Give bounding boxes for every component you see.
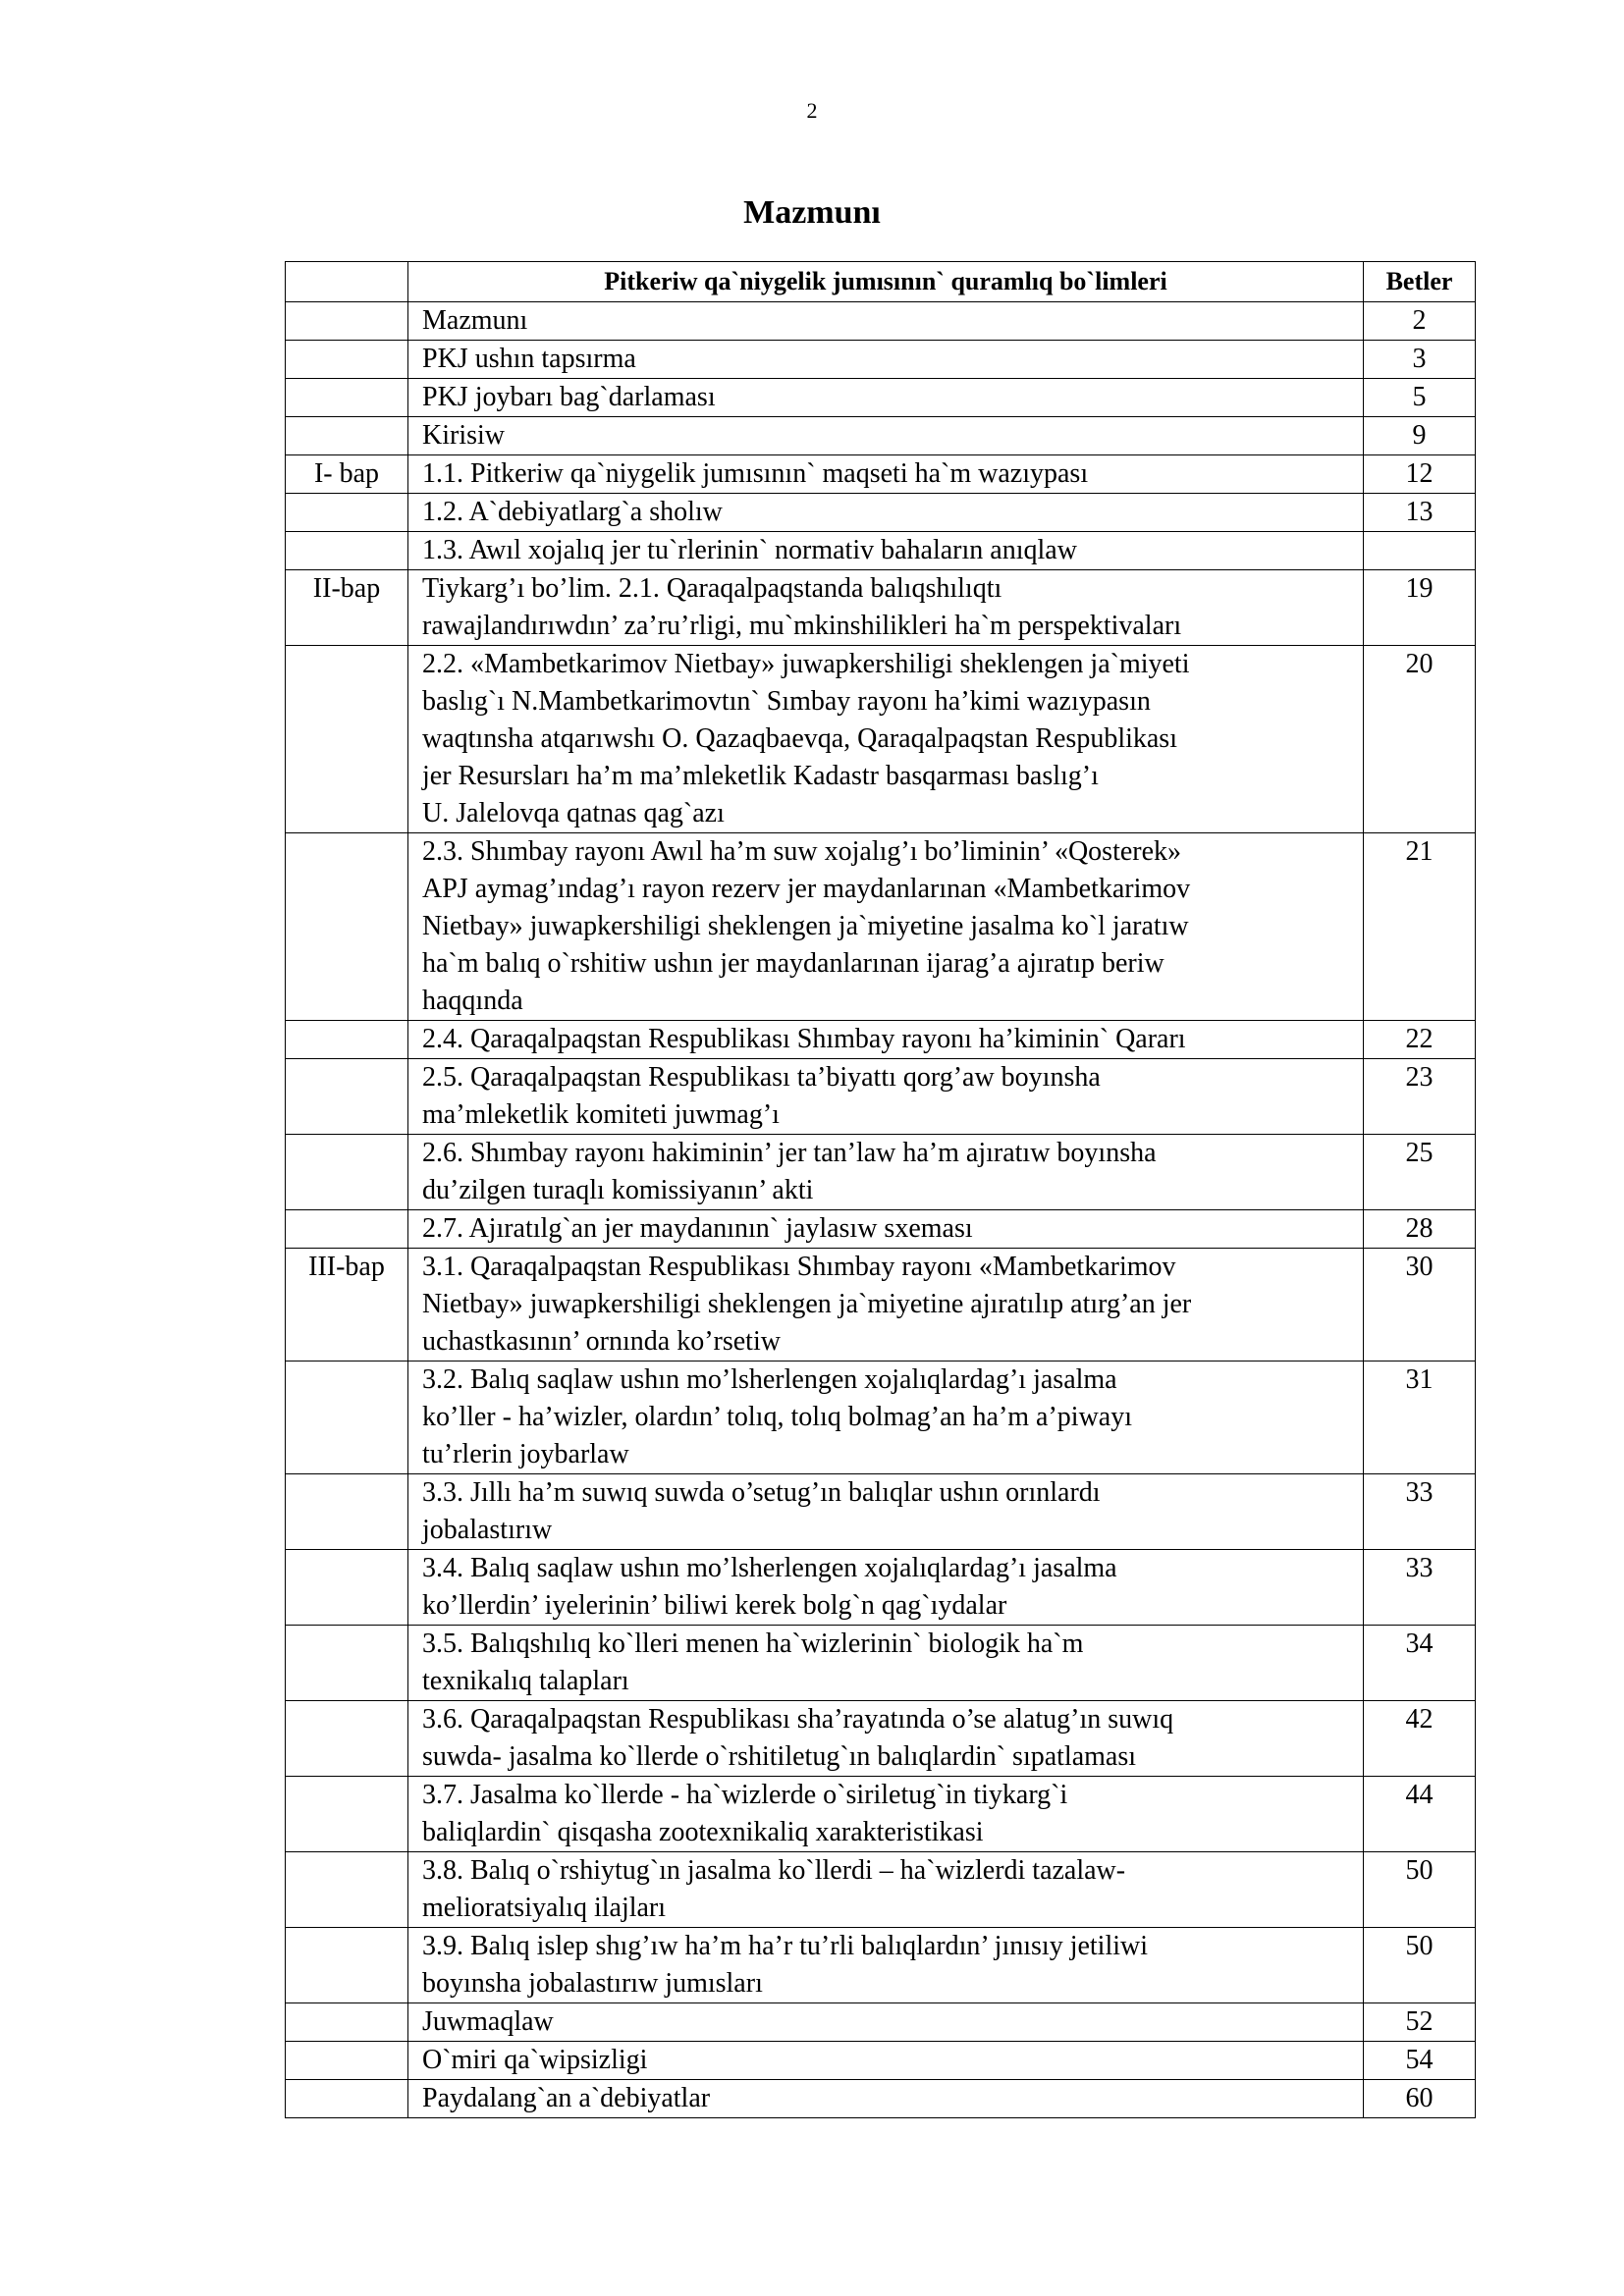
table-row: [286, 570, 1476, 646]
chapter-cell: III-bap: [286, 1249, 408, 1362]
section-cell: [408, 1550, 1364, 1626]
section-cell: [408, 302, 1364, 341]
section-line: ko’llerdin’ iyelerinin’ biliwi kerek bolg`n qag`ıydalar: [422, 1590, 1007, 1621]
header-chapter: [286, 262, 408, 302]
section-cell: [408, 570, 1364, 646]
table-row: [286, 302, 1476, 341]
section-cell: [408, 341, 1364, 379]
chapter-cell: I- bap: [286, 455, 408, 494]
section-line: 3.6. Qaraqalpaqstan Respublikası sha’rayatında o’se alatug’ın suwıq: [422, 1704, 1174, 1735]
page-cell: 60: [1364, 2080, 1476, 2118]
section-line: du’zilgen turaqlı komissiyanın’ akti: [422, 1175, 814, 1205]
section-line: U. Jalelovqa qatnas qag`azı: [422, 798, 725, 828]
section-line: 1.2. A`debiyatlarg`a sholıw: [422, 497, 723, 527]
section-line: Tiykarg’ı bo’lim. 2.1. Qaraqalpaqstanda balıqshılıqtı: [422, 573, 1002, 604]
section-line: 2.5. Qaraqalpaqstan Respublikası ta’biyattı qorg’aw boyınsha: [422, 1062, 1101, 1093]
chapter-cell: [286, 302, 408, 341]
chapter-cell: [286, 2080, 408, 2118]
page-cell: 21: [1364, 833, 1476, 1021]
page-cell: 52: [1364, 2003, 1476, 2042]
section-line: O`miri qa`wipsizligi: [422, 2045, 648, 2075]
section-line: jer Resursları ha’m ma’mleketlik Kadastr basqarması baslıg’ı: [422, 761, 1099, 791]
section-cell: [408, 1777, 1364, 1852]
page-cell: 54: [1364, 2042, 1476, 2080]
table-row: [286, 417, 1476, 455]
section-line: baslıg`ı N.Mambetkarimovtın` Sımbay rayonı ha’kimi wazıypasın: [422, 686, 1151, 717]
table-row: [286, 1059, 1476, 1135]
page-cell: 5: [1364, 379, 1476, 417]
chapter-cell: [286, 1474, 408, 1550]
page-cell: 42: [1364, 1701, 1476, 1777]
table-row: [286, 646, 1476, 833]
section-line: 3.8. Balıq o`rshiytug`ın jasalma ko`llerdi – ha`wizlerdi tazalaw-: [422, 1855, 1126, 1886]
section-cell: [408, 455, 1364, 494]
table-row: [286, 2003, 1476, 2042]
table-row: [286, 379, 1476, 417]
section-cell: [408, 2003, 1364, 2042]
section-cell: [408, 1135, 1364, 1210]
document-title: Mazmunı: [743, 194, 881, 231]
section-line: Nietbay» juwapkershiligi sheklengen ja`miyetine jasalma ko`l jaratıw: [422, 911, 1189, 941]
section-line: 3.9. Balıq islep shıg’ıw ha’m ha’r tu’rli balıqlardın’ jınısıy jetiliwi: [422, 1931, 1149, 1961]
section-line: 3.4. Balıq saqlaw ushın mo’lsherlengen xojalıqlardag’ı jasalma: [422, 1553, 1117, 1583]
chapter-cell: [286, 1362, 408, 1474]
page-cell: 19: [1364, 570, 1476, 646]
table-row: [286, 1852, 1476, 1928]
section-line: texnikalıq talapları: [422, 1666, 629, 1696]
chapter-cell: [286, 494, 408, 532]
section-line: 2.4. Qaraqalpaqstan Respublikası Shımbay rayonı ha’kiminin` Qararı: [422, 1024, 1186, 1054]
chapter-cell: [286, 1777, 408, 1852]
section-line: Nietbay» juwapkershiligi sheklengen ja`miyetine ajıratılıp atırg’an jer: [422, 1289, 1192, 1319]
table-row: [286, 1362, 1476, 1474]
section-line: 3.1. Qaraqalpaqstan Respublikası Shımbay rayonı «Mambetkarimov: [422, 1252, 1176, 1282]
chapter-cell: [286, 1626, 408, 1701]
section-line: boyınsha jobalastırıw jumısları: [422, 1968, 763, 1999]
chapter-cell: II-bap: [286, 570, 408, 646]
section-line: haqqında: [422, 986, 523, 1016]
page-cell: 22: [1364, 1021, 1476, 1059]
table-row: [286, 341, 1476, 379]
section-line: PKJ ushın tapsırma: [422, 344, 636, 374]
section-cell: [408, 1210, 1364, 1249]
section-cell: [408, 494, 1364, 532]
section-line: Paydalang`an a`debiyatlar: [422, 2083, 711, 2113]
section-line: PKJ joybarı bag`darlaması: [422, 382, 716, 412]
page-cell: 13: [1364, 494, 1476, 532]
section-line: 2.3. Shımbay rayonı Awıl ha’m suw xojalıg’ı bo’liminin’ «Qosterek»: [422, 836, 1182, 867]
table-of-contents: [285, 261, 1476, 2118]
table-row: [286, 1249, 1476, 1362]
chapter-cell: [286, 1059, 408, 1135]
section-cell: [408, 1362, 1364, 1474]
page-cell: 44: [1364, 1777, 1476, 1852]
page-cell: 28: [1364, 1210, 1476, 1249]
header-pages: Betler: [1364, 262, 1476, 302]
section-cell: [408, 1852, 1364, 1928]
table-row: [286, 1626, 1476, 1701]
section-cell: [408, 1021, 1364, 1059]
section-cell: [408, 1474, 1364, 1550]
table-row: [286, 1021, 1476, 1059]
chapter-cell: [286, 1928, 408, 2003]
section-line: 1.1. Pitkeriw qa`niygelik jumısının` maqseti ha`m wazıypası: [422, 458, 1089, 489]
section-line: melioratsiyalıq ilajları: [422, 1893, 667, 1923]
chapter-cell: [286, 1701, 408, 1777]
chapter-cell: [286, 646, 408, 833]
chapter-cell: [286, 1021, 408, 1059]
section-line: 1.3. Awıl xojalıq jer tu`rlerinin` normativ bahaların anıqlaw: [422, 535, 1077, 565]
page-cell: 9: [1364, 417, 1476, 455]
table-row: [286, 1928, 1476, 2003]
page-cell: [1364, 532, 1476, 570]
chapter-cell: [286, 833, 408, 1021]
table-row: [286, 833, 1476, 1021]
chapter-cell: [286, 379, 408, 417]
table-row: [286, 1550, 1476, 1626]
table-row: [286, 455, 1476, 494]
section-line: baliqlardin` qisqasha zootexnikaliq xarakteristikasi: [422, 1817, 984, 1847]
page-cell: 25: [1364, 1135, 1476, 1210]
chapter-cell: [286, 2042, 408, 2080]
page-cell: 33: [1364, 1474, 1476, 1550]
page-cell: 30: [1364, 1249, 1476, 1362]
chapter-cell: [286, 417, 408, 455]
page-cell: 23: [1364, 1059, 1476, 1135]
section-line: waqtınsha atqarıwshı O. Qazaqbaevqa, Qaraqalpaqstan Respublikası: [422, 723, 1177, 754]
section-line: 3.7. Jasalma ko`llerde - ha`wizlerde o`siriletug`in tiykarg`i: [422, 1780, 1068, 1810]
chapter-cell: [286, 532, 408, 570]
page-cell: 12: [1364, 455, 1476, 494]
section-line: 2.6. Shımbay rayonı hakiminin’ jer tan’law ha’m ajıratıw boyınsha: [422, 1138, 1157, 1168]
page-cell: 31: [1364, 1362, 1476, 1474]
table-row: [286, 2080, 1476, 2118]
section-line: 3.2. Balıq saqlaw ushın mo’lsherlengen xojalıqlardag’ı jasalma: [422, 1364, 1117, 1395]
page-cell: 20: [1364, 646, 1476, 833]
table-row: [286, 1474, 1476, 1550]
section-line: 3.5. Balıqshılıq ko`lleri menen ha`wizlerinin` biologik ha`m: [422, 1629, 1084, 1659]
section-cell: [408, 1928, 1364, 2003]
table-row: [286, 532, 1476, 570]
table-row: [286, 1210, 1476, 1249]
section-line: Juwmaqlaw: [422, 2006, 554, 2037]
table-header-row: [286, 262, 1476, 302]
table-row: [286, 1777, 1476, 1852]
section-line: rawajlandırıwdın’ za’ru’rligi, mu`mkinshilikleri ha`m perspektivaları: [422, 611, 1182, 641]
chapter-cell: [286, 2003, 408, 2042]
section-cell: [408, 417, 1364, 455]
section-cell: [408, 646, 1364, 833]
chapter-cell: [286, 341, 408, 379]
chapter-cell: [286, 1852, 408, 1928]
table-row: [286, 2042, 1476, 2080]
section-line: ha`m balıq o`rshitiw ushın jer maydanlarınan ijarag’a ajıratıp beriw: [422, 948, 1164, 979]
chapter-cell: [286, 1135, 408, 1210]
section-line: tu’rlerin joybarlaw: [422, 1439, 629, 1469]
section-line: APJ aymag’ındag’ı rayon rezerv jer maydanlarınan «Mambetkarimov: [422, 874, 1191, 904]
section-cell: [408, 1626, 1364, 1701]
page-cell: 33: [1364, 1550, 1476, 1626]
page-cell: 50: [1364, 1852, 1476, 1928]
chapter-cell: [286, 1550, 408, 1626]
section-cell: [408, 379, 1364, 417]
header-section: Pitkeriw qa`niygelik jumısının` quramlıq bo`limleri: [408, 262, 1364, 302]
section-line: jobalastırıw: [422, 1515, 553, 1545]
chapter-cell: [286, 1210, 408, 1249]
table-row: [286, 1701, 1476, 1777]
section-line: Mazmunı: [422, 305, 528, 336]
section-line: uchastkasının’ ornında ko’rsetiw: [422, 1326, 781, 1357]
table-row: [286, 494, 1476, 532]
section-cell: [408, 1249, 1364, 1362]
section-line: ko’ller - ha’wizler, olardın’ tolıq, tolıq bolmag’an ha’m a’piwayı: [422, 1402, 1133, 1432]
section-line: 3.3. Jıllı ha’m suwıq suwda o’setug’ın balıqlar ushın orınlardı: [422, 1477, 1101, 1508]
page-cell: 50: [1364, 1928, 1476, 2003]
table-body: [286, 302, 1476, 2118]
section-cell: [408, 532, 1364, 570]
section-line: ma’mleketlik komiteti juwmag’ı: [422, 1099, 780, 1130]
table-row: [286, 1135, 1476, 1210]
section-line: suwda- jasalma ko`llerde o`rshitiletug`ın balıqlardin` sıpatlaması: [422, 1741, 1137, 1772]
section-line: 2.2. «Mambetkarimov Nietbay» juwapkershiligi sheklengen ja`miyeti: [422, 649, 1190, 679]
section-cell: [408, 1701, 1364, 1777]
section-line: 2.7. Ajıratılg`an jer maydanının` jaylasıw sxeması: [422, 1213, 973, 1244]
page-number: 2: [806, 98, 818, 123]
page-cell: 34: [1364, 1626, 1476, 1701]
page-cell: 2: [1364, 302, 1476, 341]
section-cell: [408, 833, 1364, 1021]
section-cell: [408, 2042, 1364, 2080]
section-cell: [408, 1059, 1364, 1135]
section-cell: [408, 2080, 1364, 2118]
section-line: Kirisiw: [422, 420, 505, 451]
page-cell: 3: [1364, 341, 1476, 379]
